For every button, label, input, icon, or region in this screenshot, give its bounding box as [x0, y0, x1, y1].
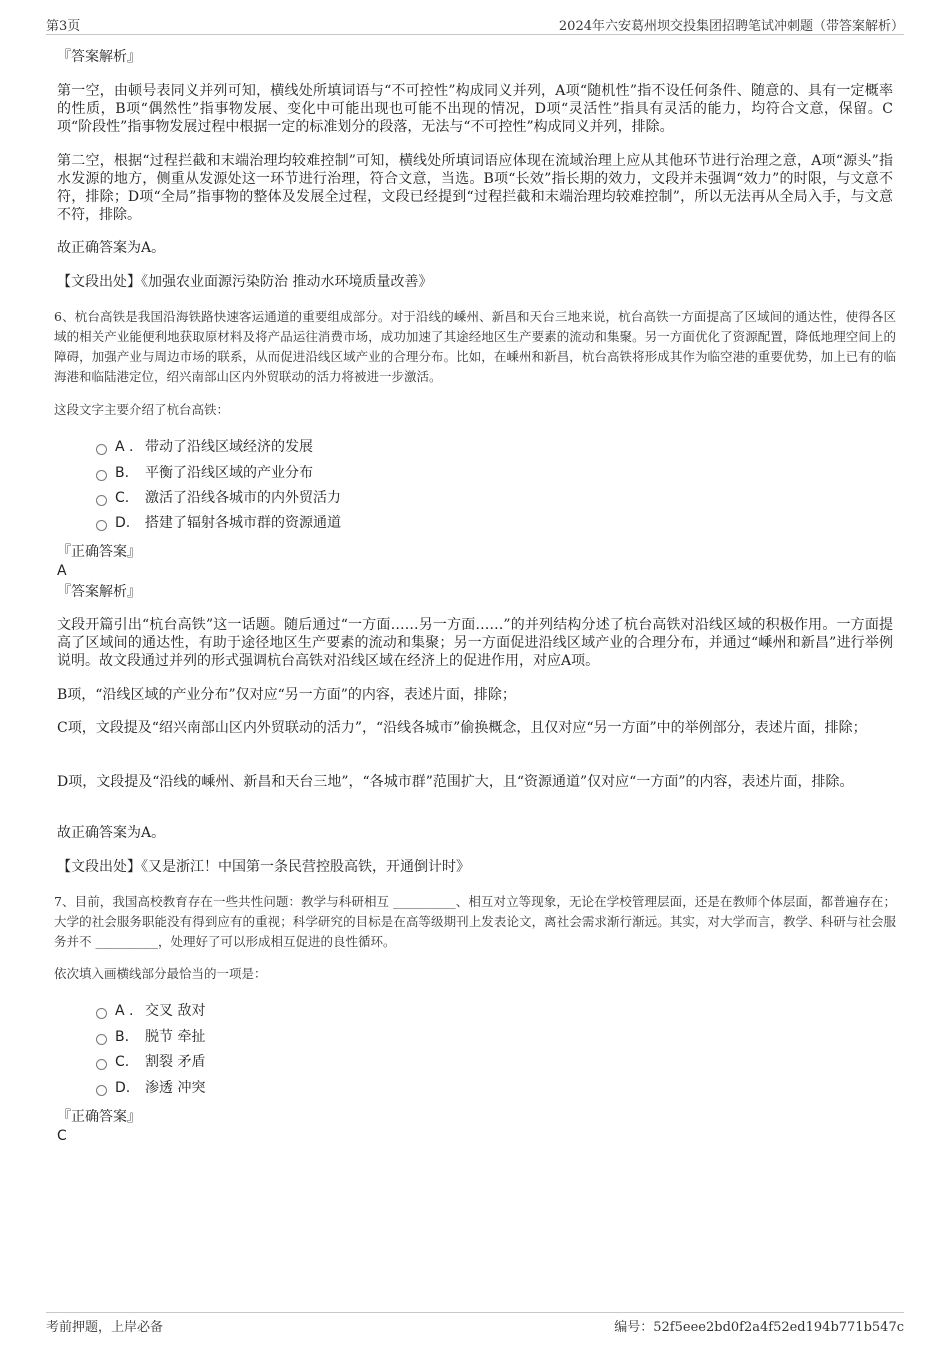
radio-icon[interactable] [96, 520, 107, 531]
q7-prompt: 依次填入画横线部分最恰当的一项是： [54, 966, 267, 981]
q5-source: 【文段出处】《加强农业面源污染防治 推动水环境质量改善》 [57, 274, 433, 290]
q7-stem: 7、目前，我国高校教育存在一些共性问题：教学与科研相互 __________、相互对立等现象，无论在学校管理层面，还是在教师个体层面，都普遍存在；大学的社会服务职能没有得到应有的重视；科学研究的目标是在高等级期刊上发表论文，离社会需求渐行渐远。其实，对大学而言，教学、科研与社会服务并不 __________，处理好了可以形成相互促进的良性循环。 [54, 894, 896, 949]
q7-option-b[interactable]: B. 脱节 牵扯 [96, 1027, 205, 1047]
q6-source: 【文段出处】《又是浙江！中国第一条民营控股高铁，开通倒计时》 [57, 859, 470, 875]
q6-answer-label: 『正确答案』 [57, 544, 141, 560]
page-header [46, 14, 904, 35]
page-number: 第3页 [46, 19, 81, 34]
footer-slogan: 考前押题，上岸必备 [46, 1320, 164, 1335]
q6-analysis-para3: C项，文段提及“绍兴南部山区内外贸联动的活力”，“沿线各城市”偷换概念，且仅对应“另一方面”中的举例部分，表述片面，排除； [57, 720, 867, 736]
document-title: 2024年六安葛州坝交投集团招聘笔试冲刺题（带答案解析） [558, 19, 904, 34]
q6-option-d[interactable]: D. 搭建了辐射各城市群的资源通道 [96, 513, 341, 533]
q7-option-a[interactable]: A . 交叉 敌对 [96, 1001, 205, 1021]
q5-conclusion: 故正确答案为A。 [57, 240, 166, 256]
page-footer [46, 1312, 904, 1335]
footer-code: 编号：52f5eee2bd0f2a4f52ed194b771b547c [614, 1320, 904, 1335]
q7-option-d[interactable]: D. 渗透 冲突 [96, 1078, 205, 1098]
q6-prompt: 这段文字主要介绍了杭台高铁： [54, 402, 230, 417]
q6-analysis-para4: D项，文段提及“沿线的嵊州、新昌和天台三地”，“各城市群”范围扩大，且“资源通道”仅对应“一方面”的内容，表述片面，排除。 [57, 774, 854, 790]
q6-option-a[interactable]: A . 带动了沿线区域经济的发展 [96, 437, 313, 457]
radio-icon[interactable] [96, 1034, 107, 1045]
radio-icon[interactable] [96, 470, 107, 481]
q6-option-c[interactable]: C. 激活了沿线各城市的内外贸活力 [96, 488, 341, 508]
q5-analysis-para1: 第一空，由顿号表同义并列可知，横线处所填词语与“不可控性”构成同义并列，A项“随机性”指不设任何条件、随意的、具有一定概率的性质，B项“偶然性”指事物发展、变化中可能出现也可能不出现的情况，D项“灵活性”指具有灵活的能力，均符合文意，保留。C项“阶段性”指事物发展过程中根据一定的标准划分的段落，无法与“不可控性”构成同义并列，排除。 [57, 83, 893, 135]
radio-icon[interactable] [96, 1008, 107, 1019]
q5-analysis-para2: 第二空，根据“过程拦截和末端治理均较难控制”可知，横线处所填词语应体现在流域治理上应从其他环节进行治理之意，A项“源头”指水发源的地方，侧重从发源处这一环节进行治理，符合文意，当选。B项“长效”指长期的效力，文段并未强调“效力”的时限，与文意不符，排除；D项“全局”指事物的整体及发展全过程，文段已经提到“过程拦截和末端治理均较难控制”，所以无法再从全局入手，与文意不符，排除。 [57, 153, 893, 223]
q7-option-c[interactable]: C. 割裂 矛盾 [96, 1052, 205, 1072]
radio-icon[interactable] [96, 1059, 107, 1070]
q6-analysis-label: 『答案解析』 [57, 584, 141, 600]
q7-answer: C [57, 1128, 67, 1144]
radio-icon[interactable] [96, 495, 107, 506]
radio-icon[interactable] [96, 1085, 107, 1096]
q7-answer-label: 『正确答案』 [57, 1109, 141, 1125]
q6-conclusion: 故正确答案为A。 [57, 825, 166, 841]
q6-option-b[interactable]: B. 平衡了沿线区域的产业分布 [96, 463, 313, 483]
q6-analysis-para1: 文段开篇引出“杭台高铁”这一话题。随后通过“一方面……另一方面……”的并列结构分述了杭台高铁对沿线区域的积极作用。一方面提高了区域间的通达性，有助于途径地区生产要素的流动和集聚；另一方面促进沿线区域产业的合理分布，并通过“嵊州和新昌”进行举例说明。故文段通过并列的形式强调杭台高铁对沿线区域在经济上的促进作用，对应A项。 [57, 617, 893, 669]
q6-answer: A [57, 563, 67, 579]
q5-analysis-label: 『答案解析』 [57, 49, 141, 65]
q6-analysis-para2: B项，“沿线区域的产业分布”仅对应“另一方面”的内容，表述片面，排除； [57, 687, 516, 703]
radio-icon[interactable] [96, 444, 107, 455]
q6-stem: 6、杭台高铁是我国沿海铁路快速客运通道的重要组成部分。对于沿线的嵊州、新昌和天台三地来说，杭台高铁一方面提高了区域间的通达性，使得各区域的相关产业能便利地获取原材料及将产品运往消费市场，成功加速了其途经地区生产要素的流动和集聚。另一方面优化了资源配置，降低地理空间上的障碍，加强产业与周边市场的联系，从而促进沿线区域产业的合理分布。比如，在嵊州和新昌，杭台高铁将形成其作为临空港的重要优势，加上已有的临海港和临陆港定位，绍兴南部山区内外贸联动的活力将被进一步激活。 [54, 309, 896, 384]
